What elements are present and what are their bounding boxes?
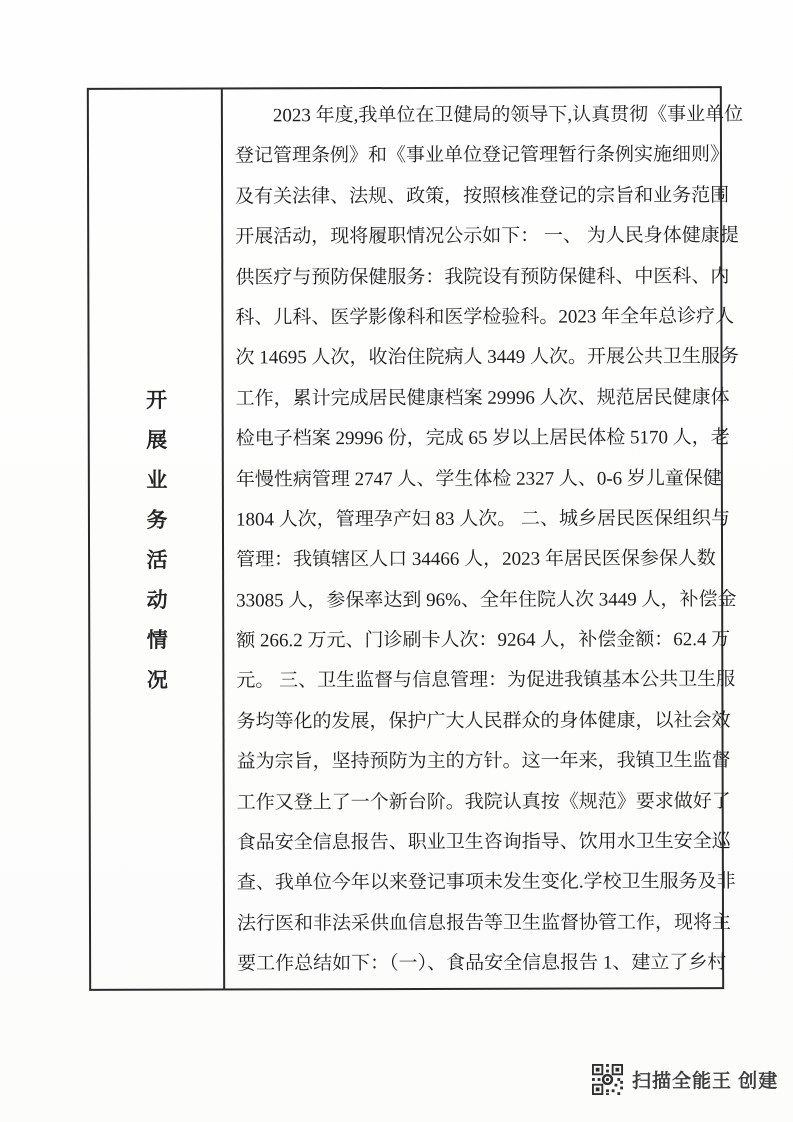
body-line: 次 14695 人次，收治住院病人 3449 人次。开展公共卫生服务 (235, 346, 740, 369)
body-line: 及有关法律、法规、政策，按照核准登记的宗旨和业务范围 (235, 184, 730, 208)
body-line: 工作又登上了一个新台阶。我院认真按《规范》要求做好了 (236, 790, 731, 814)
body-line: 查、我单位今年以来登记事项未发生变化.学校卫生服务及非 (236, 871, 736, 894)
qr-code-icon (592, 1064, 623, 1095)
body-line: 1804 人次，管理孕产妇 83 人次。 二、城乡居民医保组织与 (235, 508, 730, 531)
body-line: 2023 年度,我单位在卫健局的领导下,认真贯彻《事业单位 (272, 104, 744, 127)
body-line: 法行医和非法采供血信息报告等卫生监督协管工作，现将主 (236, 911, 732, 935)
body-line: 益为宗旨，坚持预防为主的方针。这一年来，我镇卫生监督 (236, 750, 731, 773)
body-line: 务均等化的发展，保护广大人民群众的身体健康，以社会效 (236, 710, 731, 733)
body-line: 额 266.2 万元、门诊刷卡人次：9264 人，补偿金额：62.4 万 (236, 629, 731, 652)
body-line: 工作，累计完成居民健康档案 29996 人次、规范居民健康体 (235, 386, 730, 410)
row-header-label: 开展业务活动情况 (143, 388, 169, 709)
body-line: 元。 三、卫生监督与信息管理：为促进我镇基本公共卫生服 (236, 669, 736, 692)
row-header-cell (89, 89, 225, 988)
body-line: 要工作总结如下：（一）、食品安全信息报告 1、建立了乡村 (237, 952, 727, 975)
body-line: 食品安全信息报告、职业卫生咨询指导、饮用水卫生安全巡 (236, 831, 731, 854)
body-line: 33085 人，参保率达到 96%、全年住院人次 3449 人，补偿金 (236, 588, 737, 612)
body-line: 年慢性病管理 2747 人、学生体检 2327 人、0-6 岁儿童保健 (235, 467, 722, 490)
body-line: 登记管理条例》和《事业单位登记管理暂行条例实施细则》 (234, 144, 730, 167)
registration-report-table (87, 86, 744, 991)
body-line: 供医疗与预防保健服务：我院设有预防保健科、中医科、内 (235, 265, 730, 289)
body-cell (223, 88, 744, 988)
body-line: 检电子档案 29996 份，完成 65 岁以上居民体检 5170 人，老 (235, 427, 730, 450)
body-line: 管理：我镇辖区人口 34466 人，2023 年居民医保参保人数 (236, 548, 716, 571)
body-line: 科、儿科、医学影像科和医学检验科。2023 年全年总诊疗人 (235, 306, 735, 329)
watermark-label: 扫描全能王 创建 (632, 1071, 779, 1092)
body-line: 开展活动，现将履职情况公示如下： 一、 为人民身体健康提 (235, 225, 739, 248)
scanner-watermark (592, 1064, 778, 1095)
